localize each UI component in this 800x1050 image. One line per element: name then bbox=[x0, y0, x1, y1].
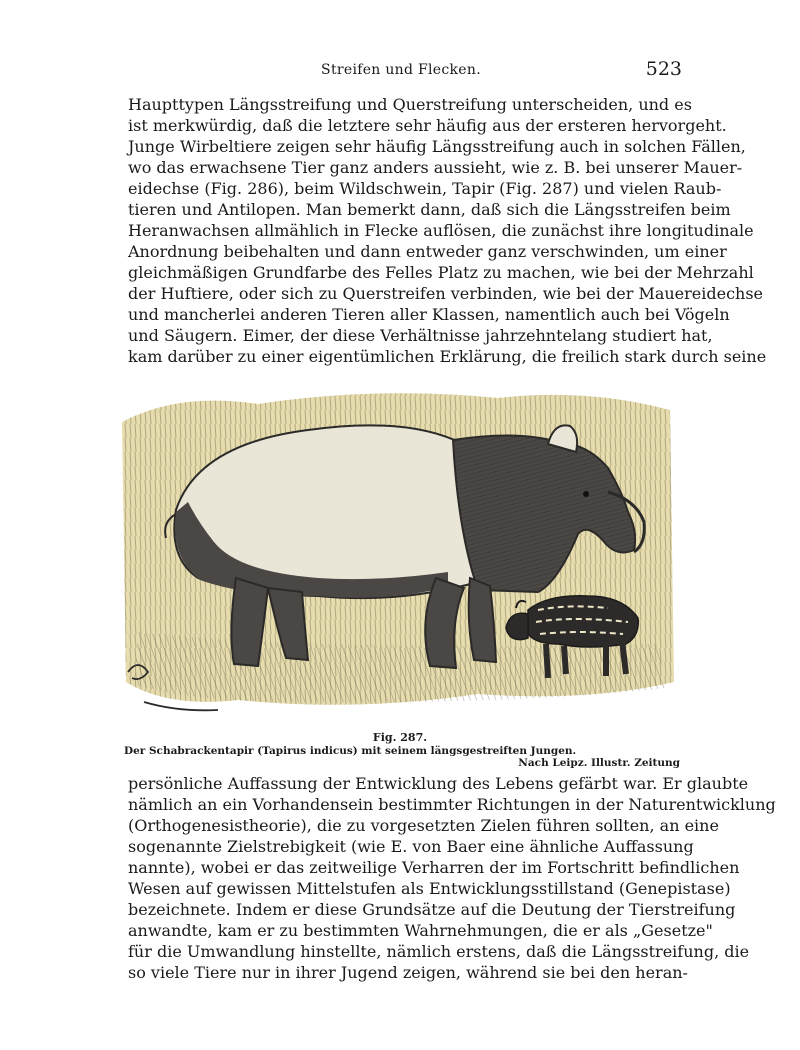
text-line: Anordnung beibehalten und dann entweder ganz verschwinden, um einer bbox=[128, 242, 727, 261]
text-line: Junge Wirbeltiere zeigen sehr häufig Längsstreifung auch in solchen Fällen, bbox=[128, 137, 746, 156]
text-line: nämlich an ein Vorhandensein bestimmter Richtungen in der Naturentwicklung bbox=[128, 795, 776, 814]
text-line: persönliche Auffassung der Entwicklung des Lebens gefärbt war. Er glaubte bbox=[128, 774, 749, 793]
text-line: und mancherlei anderen Tieren aller Klassen, namentlich auch bei Vögeln bbox=[128, 305, 730, 324]
body-text-bottom bbox=[128, 773, 776, 983]
text-line: bezeichnete. Indem er diese Grundsätze auf die Deutung der Tierstreifung bbox=[128, 900, 736, 919]
text-line: kam darüber zu einer eigentümlichen Erklärung, die freilich stark durch seine bbox=[128, 347, 767, 366]
text-line: Wesen auf gewissen Mittelstufen als Entwicklungsstillstand (Genepistase) bbox=[128, 879, 731, 898]
running-head bbox=[120, 58, 682, 82]
text-line: eidechse (Fig. 286), beim Wildschwein, Tapir (Fig. 287) und vielen Raub- bbox=[128, 179, 722, 198]
running-title: Streifen und Flecken. bbox=[321, 62, 481, 78]
text-line: Heranwachsen allmählich in Flecke auflösen, die zunächst ihre longitudinale bbox=[128, 221, 754, 240]
figure-number: Fig. 287. bbox=[372, 731, 428, 744]
text-line: so viele Tiere nur in ihrer Jugend zeigen, während sie bei den heran- bbox=[128, 963, 688, 982]
text-line: der Huftiere, oder sich zu Querstreifen verbinden, wie bei der Mauereidechse bbox=[128, 284, 764, 303]
page-number: 523 bbox=[645, 58, 682, 80]
figure-credit: Nach Leipz. Illustr. Zeitung bbox=[518, 757, 680, 769]
text-line: für die Umwandlung hinstellte, nämlich erstens, daß die Längsstreifung, die bbox=[128, 942, 750, 961]
text-line: tieren und Antilopen. Man bemerkt dann, daß sich die Längsstreifen beim bbox=[128, 200, 731, 219]
text-line: (Orthogenesistheorie), die zu vorgesetzten Zielen führen sollten, an eine bbox=[128, 816, 719, 835]
body-text-top bbox=[128, 94, 767, 367]
text-line: und Säugern. Eimer, der diese Verhältnisse jahrzehntelang studiert hat, bbox=[128, 326, 713, 345]
tapir-illustration bbox=[118, 382, 678, 732]
figure-caption-text: Der Schabrackentapir (Tapirus indicus) mit seinem längsgestreiften Jungen. bbox=[124, 745, 577, 757]
text-line: ist merkwürdig, daß die letztere sehr häufig aus der ersteren hervorgeht. bbox=[128, 116, 727, 135]
text-line: anwandte, kam er zu bestimmten Wahrnehmungen, die er als „Gesetze" bbox=[128, 921, 713, 940]
tapir-engraving bbox=[118, 382, 678, 732]
text-line: sogenannte Zielstrebigkeit (wie E. von Baer eine ähnliche Auffassung bbox=[128, 837, 694, 856]
text-line: gleichmäßigen Grundfarbe des Felles Platz zu machen, wie bei der Mehrzahl bbox=[128, 263, 754, 282]
text-line: nannte), wobei er das zeitweilige Verharren der im Fortschritt befindlichen bbox=[128, 858, 740, 877]
text-line: Haupttypen Längsstreifung und Querstreifung unterscheiden, und es bbox=[128, 95, 692, 114]
text-line: wo das erwachsene Tier ganz anders aussieht, wie z. B. bei unserer Mauer- bbox=[128, 158, 743, 177]
figure-caption bbox=[124, 745, 680, 769]
